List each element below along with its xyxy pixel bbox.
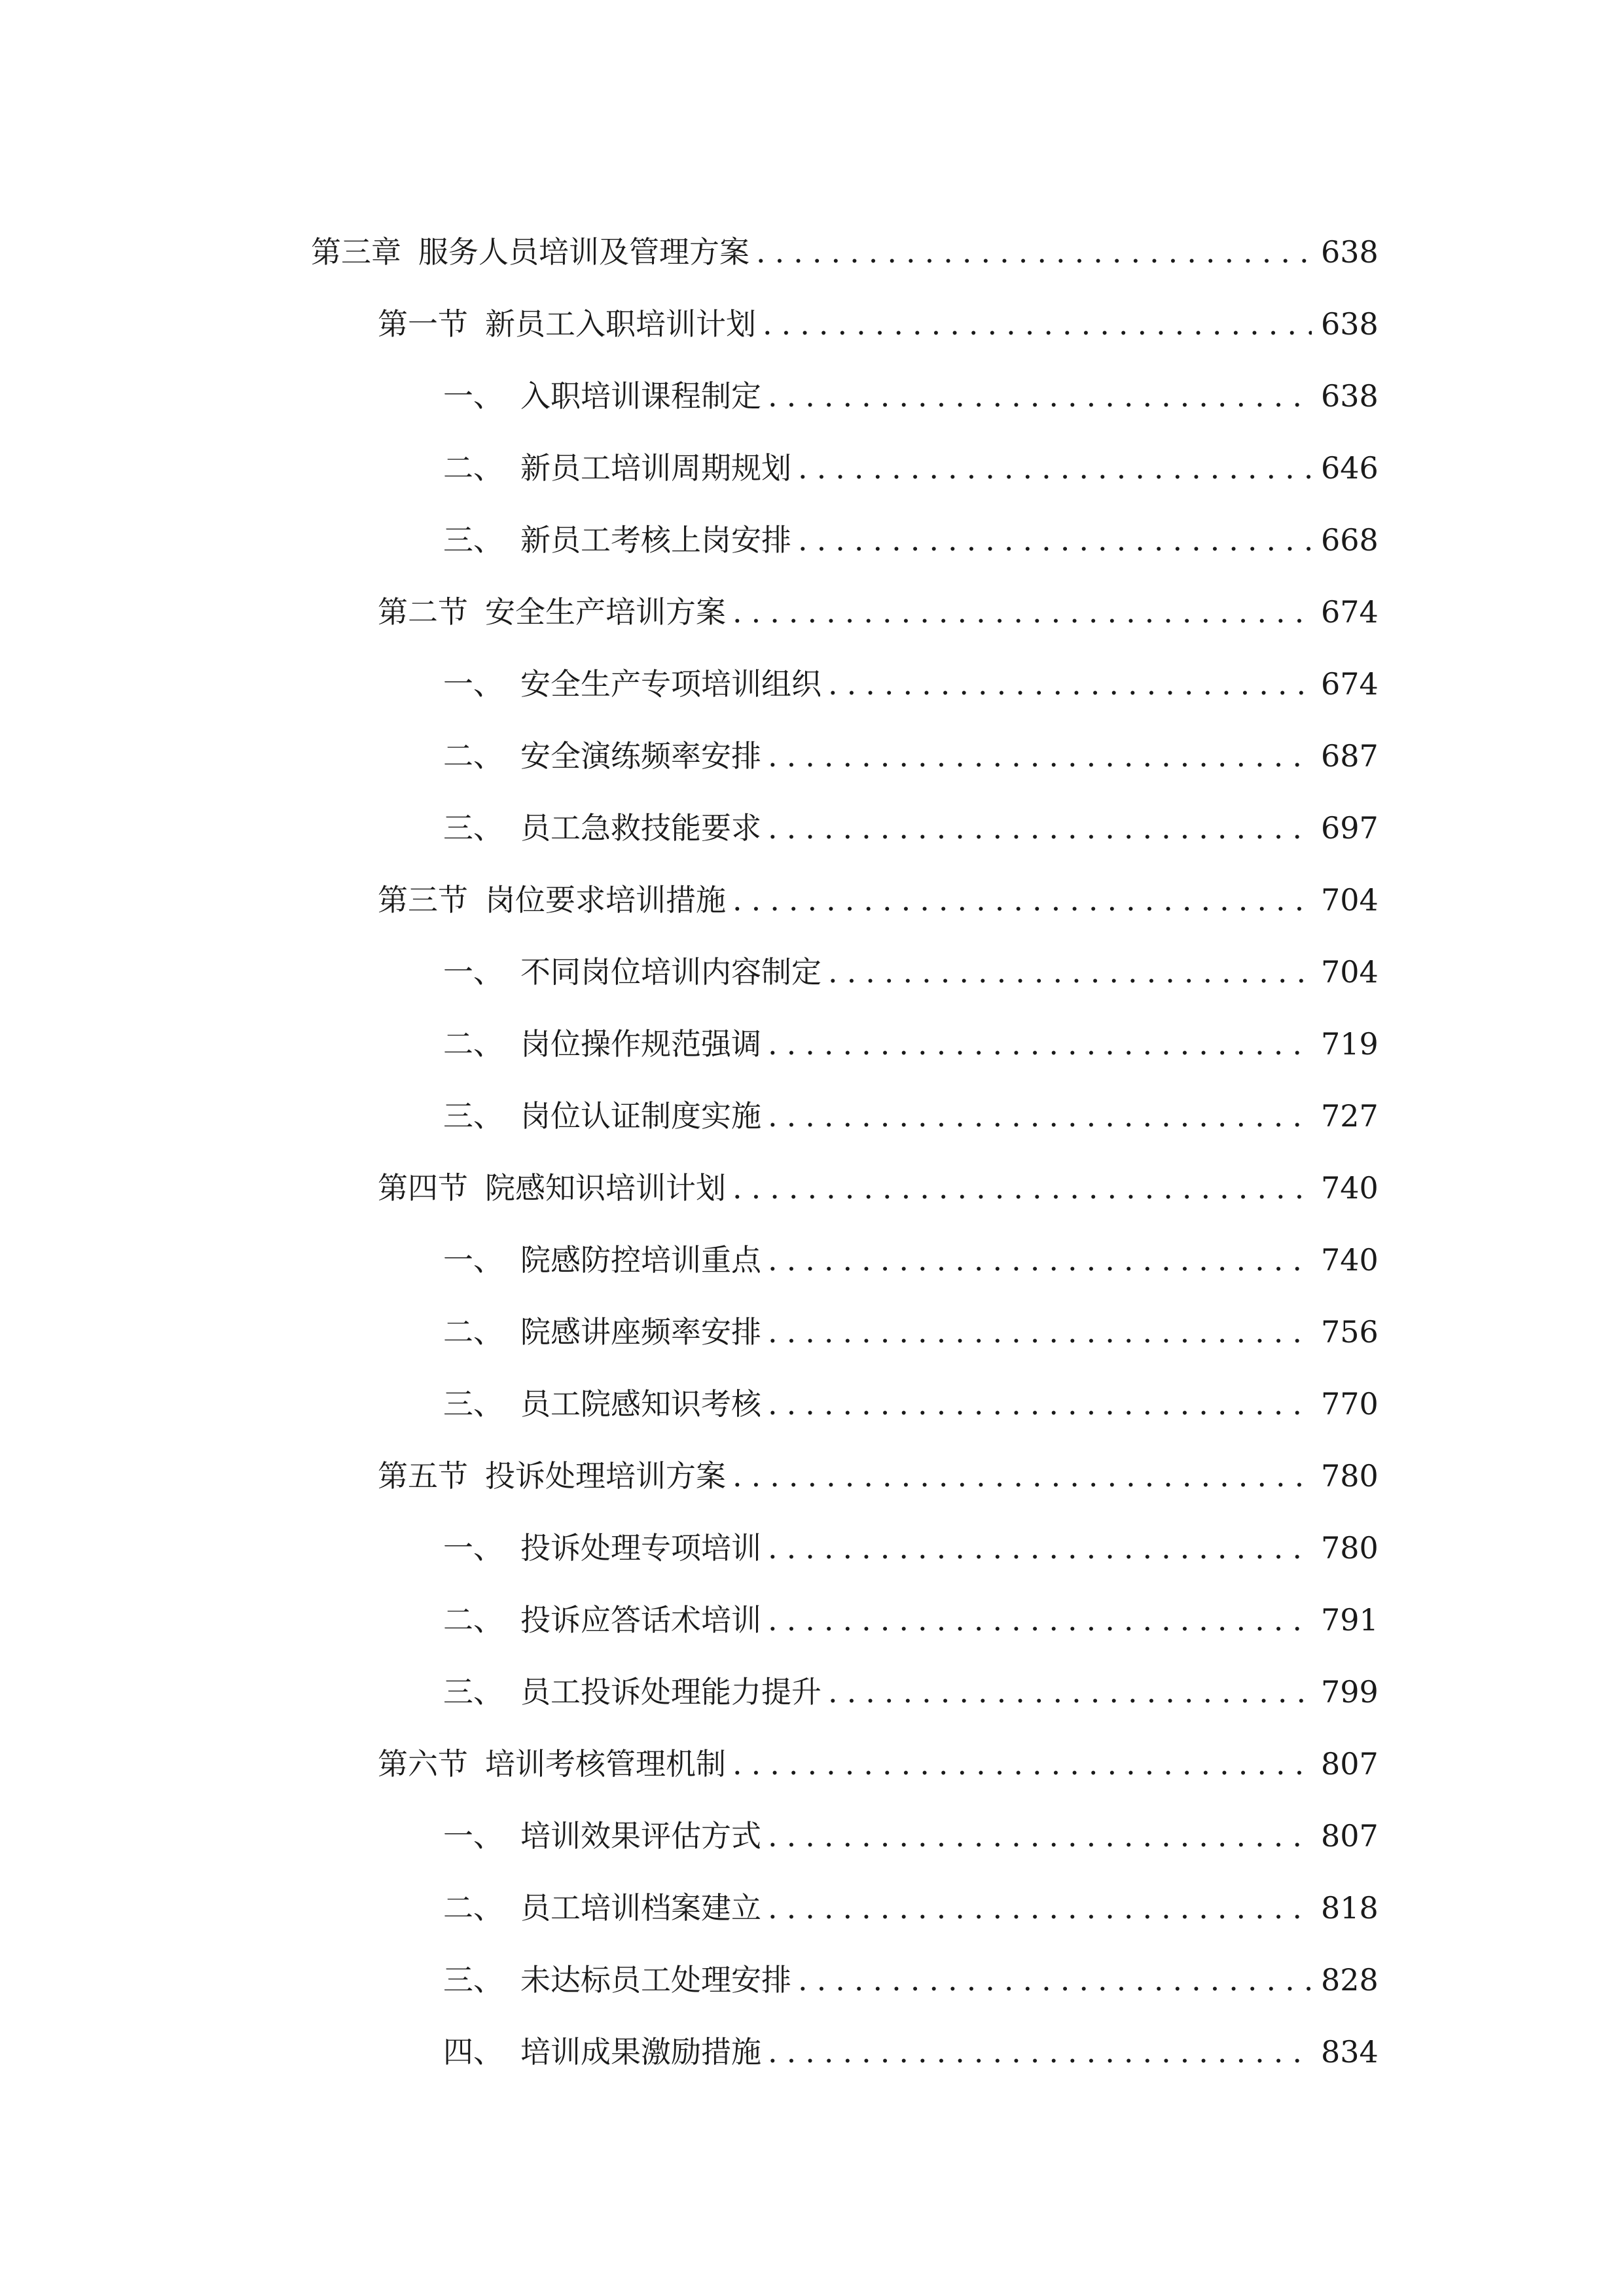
toc-entry-number: 第一节: [378, 306, 468, 342]
toc-entry-title: 新员工培训周期规划: [520, 450, 791, 486]
toc-entry-number: 一、: [443, 378, 503, 414]
toc-subsection-entry[interactable]: [311, 1064, 1379, 1136]
toc-page-number: 697: [1321, 810, 1379, 846]
toc-subsection-entry[interactable]: [311, 344, 1379, 416]
toc-dot-leader: [768, 1384, 1312, 1424]
toc-dot-leader: [768, 1312, 1312, 1352]
toc-entry-title: 安全生产专项培训组织: [520, 666, 821, 702]
toc-dot-leader: [798, 448, 1312, 488]
toc-entry-number: 一、: [443, 666, 503, 702]
toc-subsection-entry[interactable]: [311, 1640, 1379, 1712]
toc-subsection-entry[interactable]: [311, 488, 1379, 560]
toc-entry-title: 入职培训课程制定: [520, 378, 761, 414]
toc-page-number: 770: [1321, 1386, 1379, 1422]
toc-entry-title: 未达标员工处理安排: [520, 1962, 791, 1998]
toc-entry-title: 岗位要求培训措施: [485, 882, 726, 918]
toc-entry-title: 院感知识培训计划: [485, 1170, 726, 1206]
toc-dot-leader: [768, 1600, 1312, 1640]
toc-dot-leader: [732, 880, 1312, 920]
toc-section-entry[interactable]: [311, 1712, 1379, 1784]
toc-entry-title: 服务人员培训及管理方案: [418, 234, 749, 270]
toc-dot-leader: [732, 1456, 1312, 1496]
toc-page-number: 780: [1321, 1458, 1379, 1494]
toc-dot-leader: [768, 736, 1312, 776]
toc-subsection-entry[interactable]: [311, 1208, 1379, 1280]
toc-entry-title: 投诉处理专项培训: [520, 1530, 761, 1566]
toc-dot-leader: [798, 520, 1312, 560]
toc-subsection-entry[interactable]: [311, 1856, 1379, 1928]
toc-page-number: 807: [1321, 1746, 1379, 1782]
toc-entry-number: 三、: [443, 1386, 503, 1422]
toc-section-entry[interactable]: [311, 1136, 1379, 1208]
toc-page-number: 740: [1321, 1242, 1379, 1278]
toc-dot-leader: [798, 1960, 1312, 2000]
toc-dot-leader: [768, 808, 1312, 848]
toc-entry-title: 院感防控培训重点: [520, 1242, 761, 1278]
toc-dot-leader: [768, 1816, 1312, 1856]
toc-subsection-entry[interactable]: [311, 704, 1379, 776]
toc-page-number: 791: [1321, 1602, 1379, 1638]
toc-subsection-entry[interactable]: [311, 1280, 1379, 1352]
toc-subsection-entry[interactable]: [311, 2000, 1379, 2072]
toc-subsection-entry[interactable]: [311, 632, 1379, 704]
toc-subsection-entry[interactable]: [311, 416, 1379, 488]
toc-entry-number: 二、: [443, 738, 503, 774]
toc-dot-leader: [768, 1024, 1312, 1064]
toc-entry-number: 一、: [443, 1530, 503, 1566]
toc-dot-leader: [768, 2032, 1312, 2072]
toc-entry-title: 员工急救技能要求: [520, 810, 761, 846]
toc-page-number: 807: [1321, 1818, 1379, 1854]
toc-page-number: 780: [1321, 1530, 1379, 1566]
toc-page-number: 818: [1321, 1890, 1379, 1926]
toc-dot-leader: [756, 232, 1312, 272]
toc-entry-number: 二、: [443, 1602, 503, 1638]
toc-dot-leader: [768, 1096, 1312, 1136]
toc-dot-leader: [763, 304, 1312, 344]
toc-dot-leader: [828, 1672, 1312, 1712]
toc-entry-title: 投诉处理培训方案: [485, 1458, 726, 1494]
toc-section-entry[interactable]: [311, 272, 1379, 344]
toc-dot-leader: [768, 376, 1312, 416]
toc-dot-leader: [768, 1528, 1312, 1568]
toc-entry-title: 新员工入职培训计划: [485, 306, 756, 342]
toc-entry-number: 第三章: [311, 234, 401, 270]
toc-entry-number: 三、: [443, 1098, 503, 1134]
toc-page-number: 704: [1321, 882, 1379, 918]
toc-subsection-entry[interactable]: [311, 1568, 1379, 1640]
toc-page-number: 828: [1321, 1962, 1379, 1998]
toc-entry-title: 培训成果激励措施: [520, 2034, 761, 2070]
toc-entry-title: 不同岗位培训内容制定: [520, 954, 821, 990]
toc-section-entry[interactable]: [311, 560, 1379, 632]
toc-page-number: 638: [1321, 234, 1379, 270]
toc-entry-title: 培训考核管理机制: [485, 1746, 726, 1782]
toc-entry-number: 一、: [443, 1242, 503, 1278]
toc-entry-number: 一、: [443, 1818, 503, 1854]
toc-entry-number: 第五节: [378, 1458, 468, 1494]
toc-section-entry[interactable]: [311, 1424, 1379, 1496]
toc-page-number: 638: [1321, 306, 1379, 342]
toc-page-number: 740: [1321, 1170, 1379, 1206]
toc-dot-leader: [768, 1240, 1312, 1280]
toc-entry-number: 三、: [443, 522, 503, 558]
toc-entry-number: 二、: [443, 1314, 503, 1350]
toc-entry-number: 三、: [443, 1962, 503, 1998]
toc-entry-number: 第三节: [378, 882, 468, 918]
toc-dot-leader: [732, 1168, 1312, 1208]
toc-page-number: 799: [1321, 1674, 1379, 1710]
toc-page-number: 674: [1321, 594, 1379, 630]
toc-page-number: 668: [1321, 522, 1379, 558]
toc-dot-leader: [828, 664, 1312, 704]
toc-subsection-entry[interactable]: [311, 1784, 1379, 1856]
toc-entry-title: 投诉应答话术培训: [520, 1602, 761, 1638]
toc-entry-title: 岗位认证制度实施: [520, 1098, 761, 1134]
toc-entry-number: 三、: [443, 810, 503, 846]
toc-page-number: 756: [1321, 1314, 1379, 1350]
toc-page-number: 719: [1321, 1026, 1379, 1062]
toc-chapter-entry[interactable]: [311, 200, 1379, 272]
toc-entry-number: 二、: [443, 450, 503, 486]
toc-entry-title: 安全演练频率安排: [520, 738, 761, 774]
toc-page-number: 638: [1321, 378, 1379, 414]
toc-entry-number: 二、: [443, 1890, 503, 1926]
toc-entry-number: 三、: [443, 1674, 503, 1710]
toc-dot-leader: [732, 592, 1312, 632]
toc-entry-title: 安全生产培训方案: [485, 594, 726, 630]
toc-dot-leader: [768, 1888, 1312, 1928]
toc-subsection-entry[interactable]: [311, 1928, 1379, 2000]
toc-subsection-entry[interactable]: [311, 776, 1379, 848]
toc-subsection-entry[interactable]: [311, 1352, 1379, 1424]
toc-entry-title: 岗位操作规范强调: [520, 1026, 761, 1062]
toc-entry-title: 员工院感知识考核: [520, 1386, 761, 1422]
toc-page-number: 834: [1321, 2034, 1379, 2070]
toc-entry-number: 第四节: [378, 1170, 468, 1206]
toc-page-number: 646: [1321, 450, 1379, 486]
toc-entry-number: 四、: [443, 2034, 503, 2070]
toc-page-number: 674: [1321, 666, 1379, 702]
toc-page-number: 687: [1321, 738, 1379, 774]
toc-page-number: 704: [1321, 954, 1379, 990]
toc-entry-title: 员工培训档案建立: [520, 1890, 761, 1926]
toc-entry-number: 一、: [443, 954, 503, 990]
toc-entry-title: 员工投诉处理能力提升: [520, 1674, 821, 1710]
toc-section-entry[interactable]: [311, 848, 1379, 920]
toc-dot-leader: [828, 952, 1312, 992]
toc-subsection-entry[interactable]: [311, 920, 1379, 992]
toc-entry-number: 第六节: [378, 1746, 468, 1782]
toc-entry-number: 第二节: [378, 594, 468, 630]
toc-subsection-entry[interactable]: [311, 992, 1379, 1064]
toc-entry-title: 培训效果评估方式: [520, 1818, 761, 1854]
toc-entry-title: 新员工考核上岗安排: [520, 522, 791, 558]
table-of-contents: [311, 200, 1379, 2072]
toc-entry-title: 院感讲座频率安排: [520, 1314, 761, 1350]
toc-dot-leader: [732, 1744, 1312, 1784]
toc-page-number: 727: [1321, 1098, 1379, 1134]
toc-subsection-entry[interactable]: [311, 1496, 1379, 1568]
toc-entry-number: 二、: [443, 1026, 503, 1062]
